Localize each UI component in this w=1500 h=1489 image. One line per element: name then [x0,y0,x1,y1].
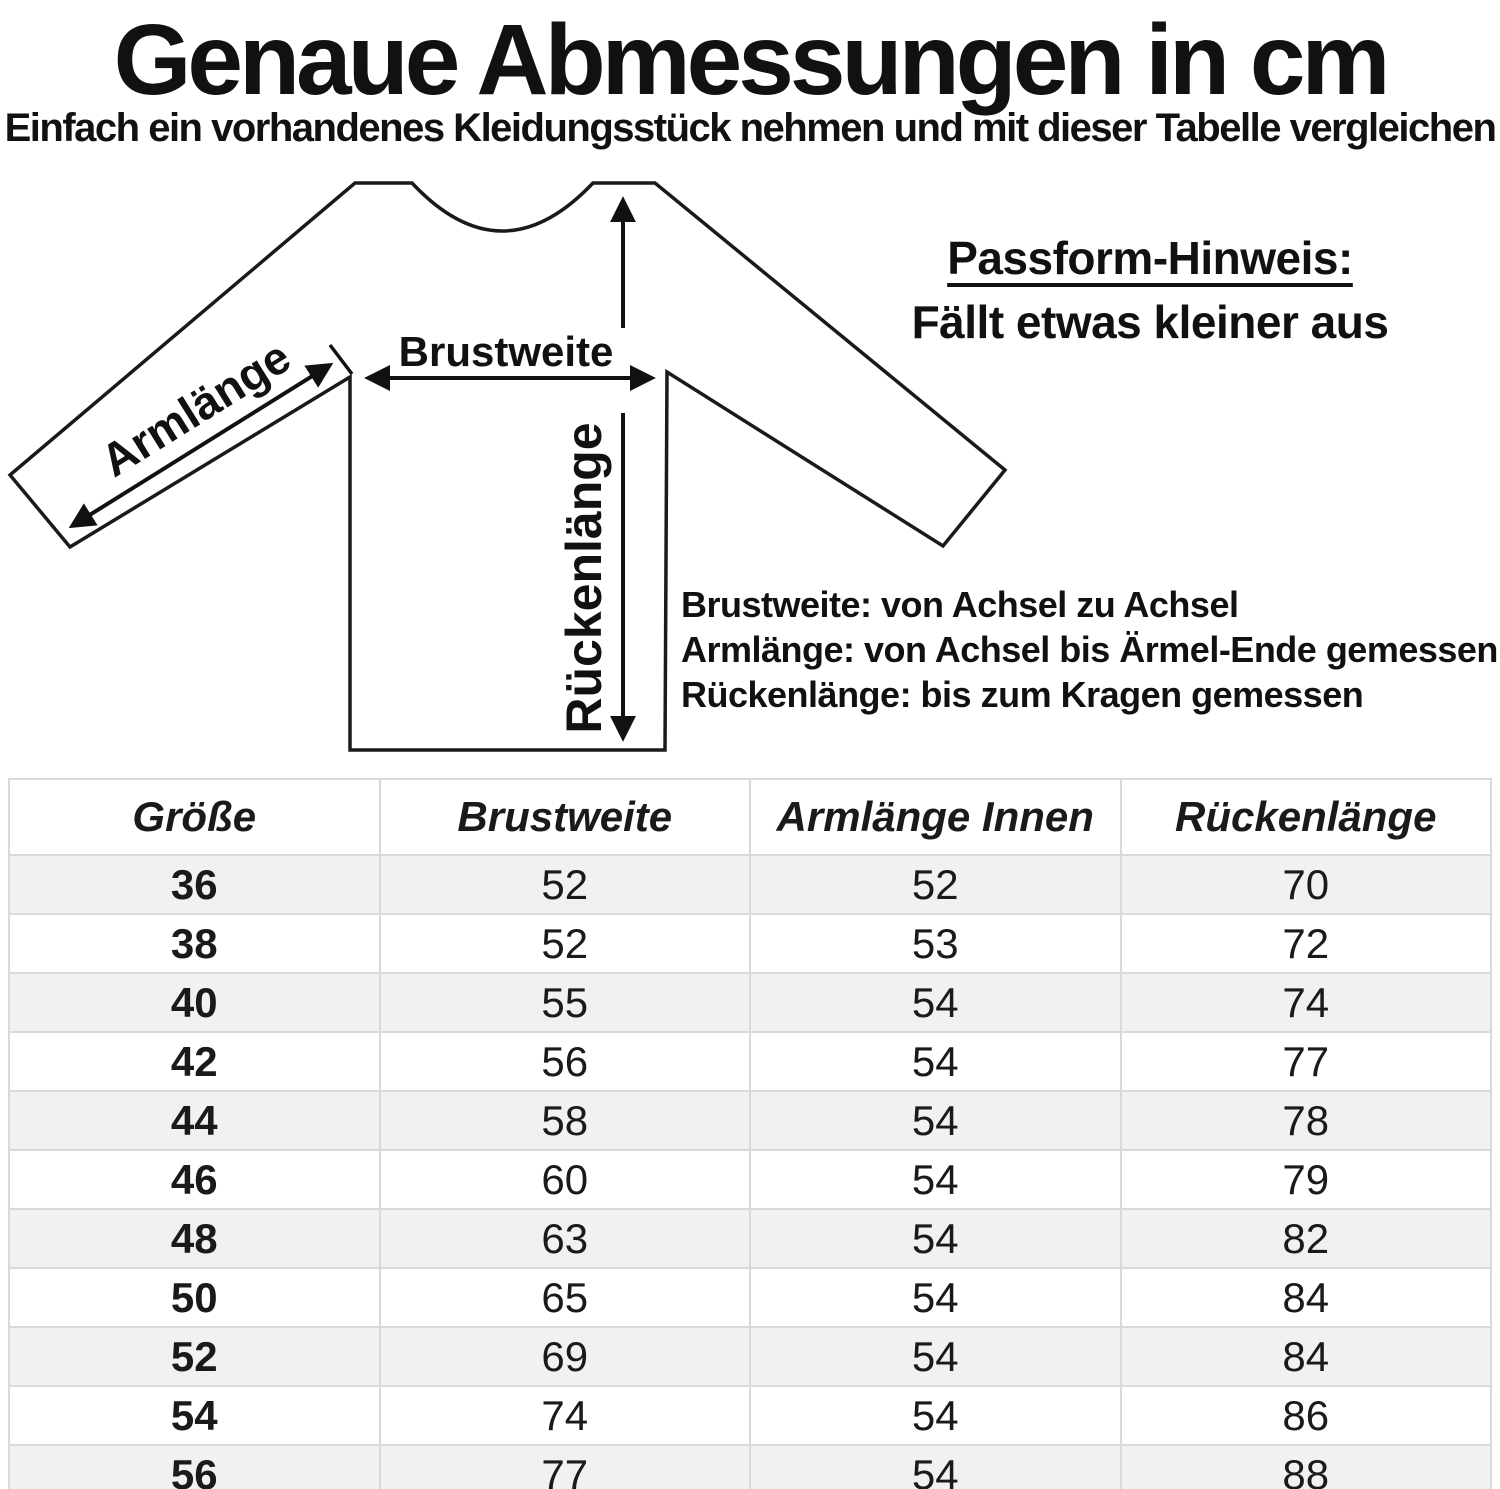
size-cell: 50 [9,1268,380,1327]
column-header: Rückenlänge [1121,779,1492,855]
value-cell: 82 [1121,1209,1492,1268]
value-cell: 86 [1121,1386,1492,1445]
fit-note-heading-line [850,226,1450,290]
value-cell: 78 [1121,1091,1492,1150]
value-cell: 54 [750,1268,1121,1327]
measurement-explanations [681,582,1498,717]
size-cell: 52 [9,1327,380,1386]
value-cell: 54 [750,1209,1121,1268]
table-row [9,855,1491,914]
value-cell: 54 [750,1150,1121,1209]
value-cell: 55 [380,973,751,1032]
brustweite-label: Brustweite [398,328,614,375]
value-cell: 54 [750,1091,1121,1150]
size-cell: 48 [9,1209,380,1268]
table-row [9,1386,1491,1445]
size-cell: 38 [9,914,380,973]
value-cell: 54 [750,1386,1121,1445]
size-cell: 42 [9,1032,380,1091]
armlaenge-label: Armlänge [91,330,300,487]
fit-note [850,226,1450,354]
explanation-line-armlaenge: Armlänge: von Achsel bis Ärmel-Ende gemessen [681,629,1498,670]
table-row [9,973,1491,1032]
size-cell: 56 [9,1445,380,1489]
value-cell: 69 [380,1327,751,1386]
table-row [9,914,1491,973]
size-cell: 40 [9,973,380,1032]
rueckenlaenge-label: Rückenlänge [556,422,612,734]
explanation-line-brustweite: Brustweite: von Achsel zu Achsel [681,584,1239,625]
value-cell: 65 [380,1268,751,1327]
value-cell: 53 [750,914,1121,973]
value-cell: 77 [1121,1032,1492,1091]
size-table-body [9,855,1491,1489]
value-cell: 88 [1121,1445,1492,1489]
value-cell: 74 [1121,973,1492,1032]
size-table [8,778,1492,1489]
table-header-row [9,779,1491,855]
value-cell: 52 [380,855,751,914]
value-cell: 54 [750,1327,1121,1386]
value-cell: 60 [380,1150,751,1209]
value-cell: 54 [750,973,1121,1032]
size-table-head [9,779,1491,855]
explanation-line-rueckenlaenge: Rückenlänge: bis zum Kragen gemessen [681,674,1364,715]
value-cell: 77 [380,1445,751,1489]
value-cell: 63 [380,1209,751,1268]
table-row [9,1091,1491,1150]
value-cell: 79 [1121,1150,1492,1209]
fit-note-text: Fällt etwas kleiner aus [911,296,1389,348]
column-header: Größe [9,779,380,855]
value-cell: 54 [750,1445,1121,1489]
page-subtitle: Einfach ein vorhandenes Kleidungsstück nehmen und mit dieser Tabelle vergleichen [4,106,1496,150]
value-cell: 84 [1121,1327,1492,1386]
value-cell: 72 [1121,914,1492,973]
column-header: Armlänge Innen [750,779,1121,855]
table-row [9,1445,1491,1489]
table-row [9,1209,1491,1268]
value-cell: 52 [750,855,1121,914]
value-cell: 58 [380,1091,751,1150]
value-cell: 52 [380,914,751,973]
value-cell: 54 [750,1032,1121,1091]
column-header: Brustweite [380,779,751,855]
value-cell: 74 [380,1386,751,1445]
table-row [9,1150,1491,1209]
page-title: Genaue Abmessungen in cm [113,4,1387,116]
value-cell: 84 [1121,1268,1492,1327]
table-row [9,1268,1491,1327]
size-cell: 54 [9,1386,380,1445]
value-cell: 56 [380,1032,751,1091]
size-cell: 46 [9,1150,380,1209]
fit-note-heading: Passform-Hinweis: [947,232,1353,284]
table-row [9,1032,1491,1091]
size-cell: 44 [9,1091,380,1150]
value-cell: 70 [1121,855,1492,914]
table-row [9,1327,1491,1386]
size-cell: 36 [9,855,380,914]
